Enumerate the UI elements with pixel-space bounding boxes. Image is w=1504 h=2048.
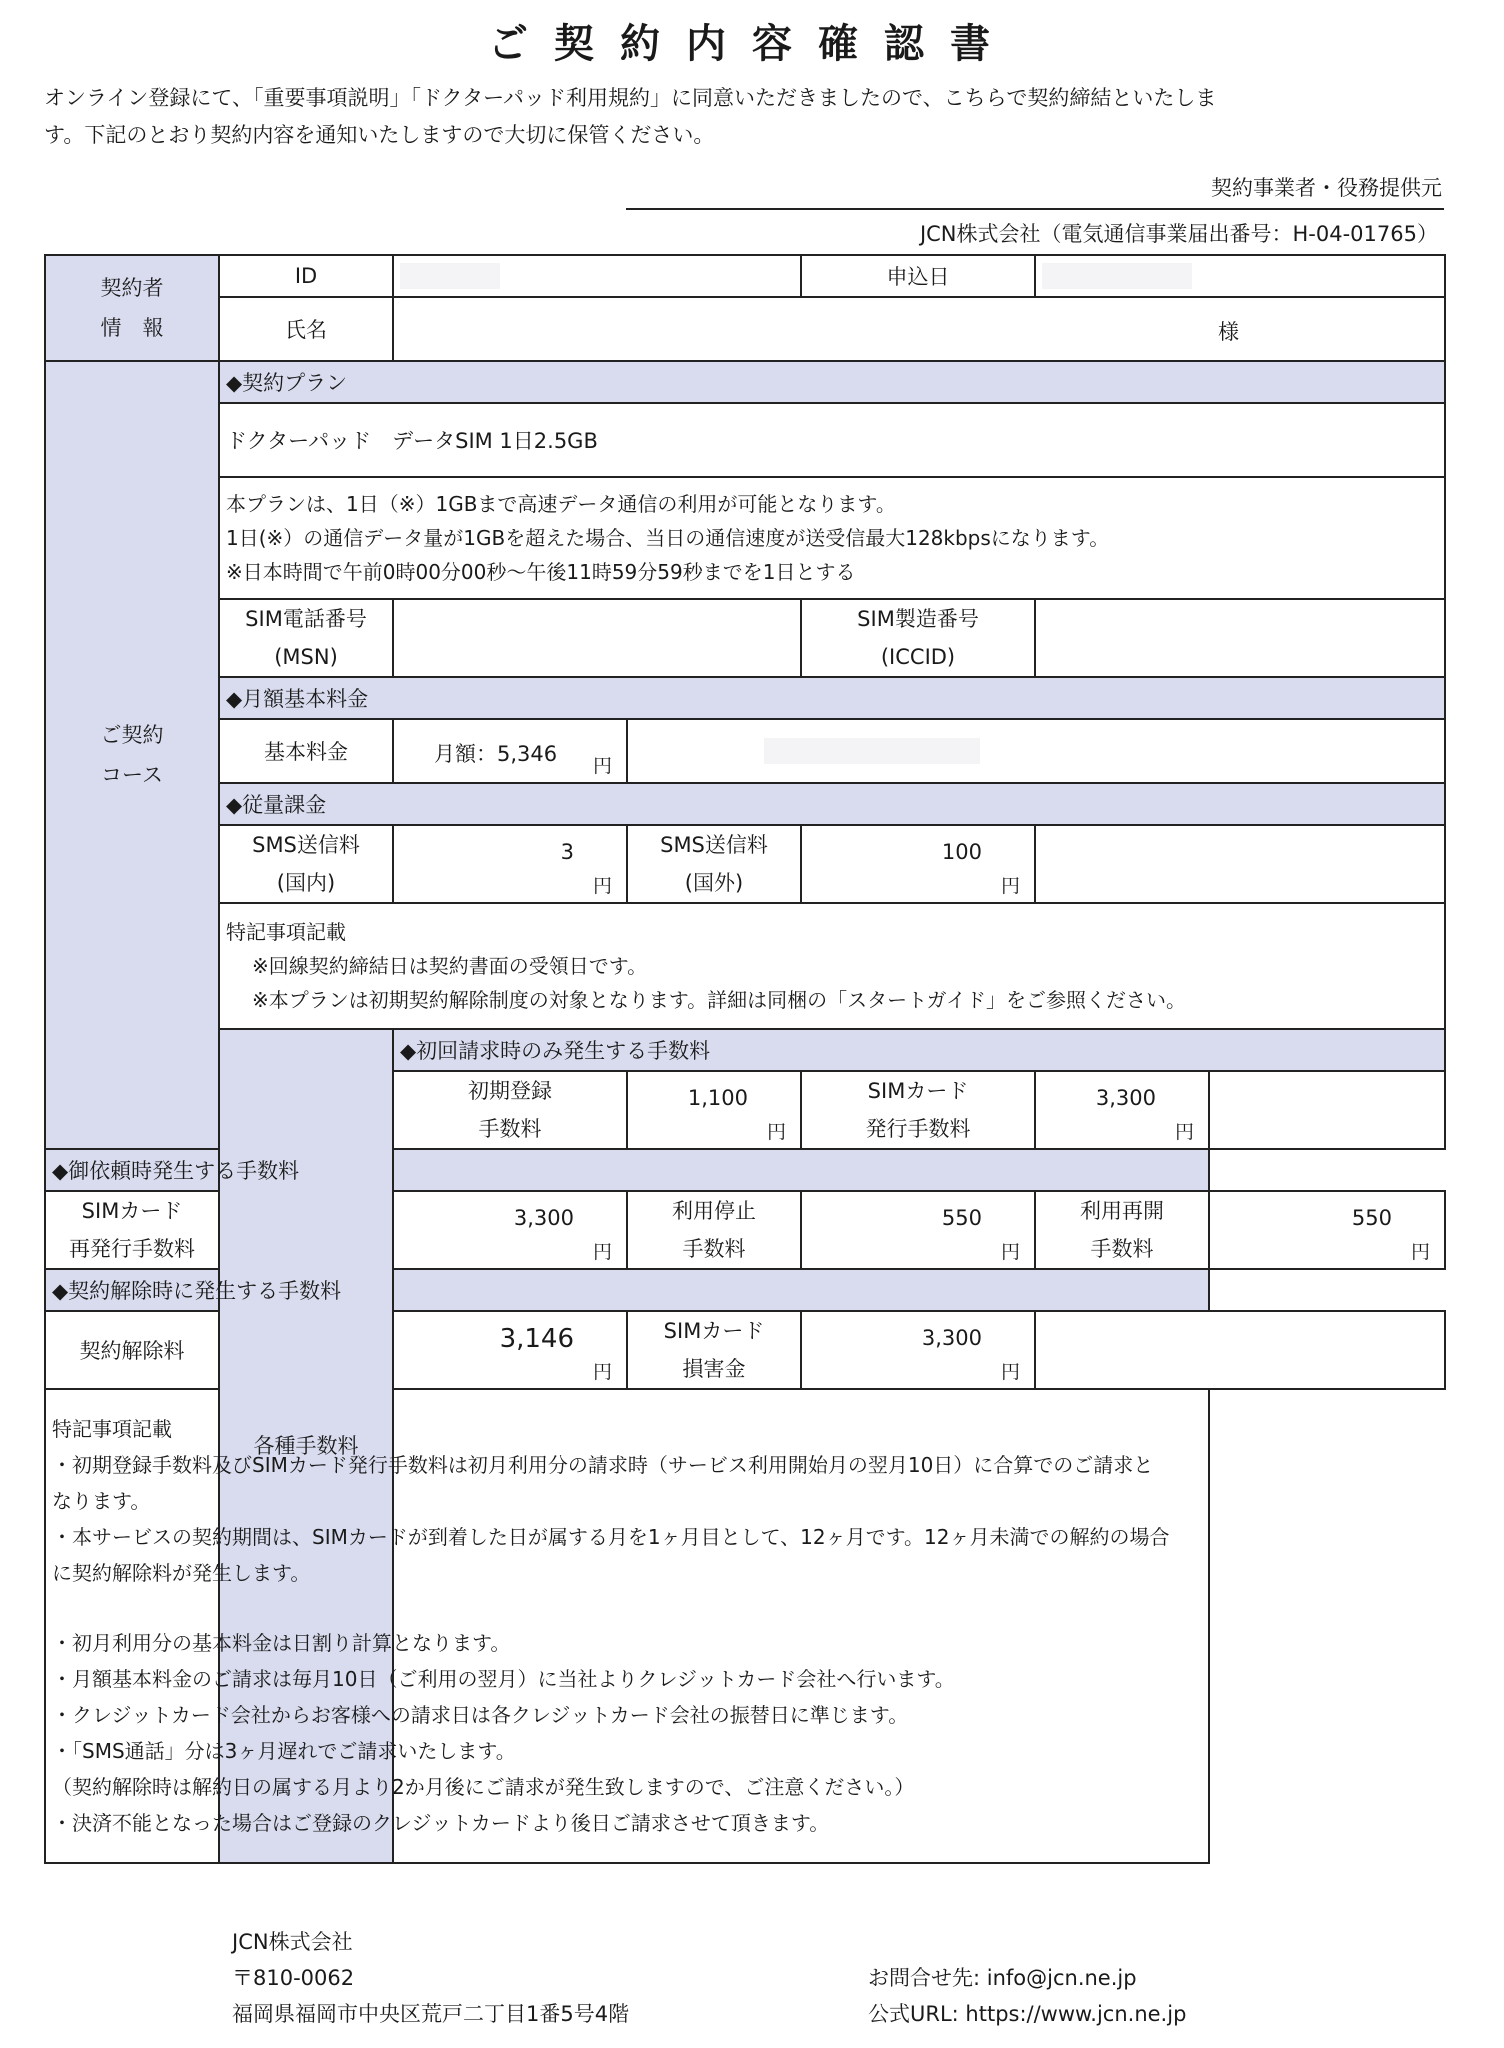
label-line: 手数料 (1090, 1237, 1154, 1261)
resume-fee-label (1035, 1191, 1209, 1269)
empty-cell (1209, 1071, 1445, 1149)
note-line: ・初期登録手数料及びSIMカード発行手数料は初月利用分の請求時（サービス利用開始月の翌月10日）に合算でのご請求と (52, 1453, 1154, 1477)
msn-value (393, 599, 801, 677)
note-line: ※回線契約締結日は契約書面の受領日です。 (252, 954, 648, 978)
sms-intl-label (627, 825, 801, 903)
label-line: 利用停止 (672, 1199, 756, 1223)
plan-desc-line: 1日(※）の通信データ量が1GBを超えた場合、当日の通信速度が送受信最大128kbpsになります。 (226, 526, 1110, 550)
sim-issue-fee-label (801, 1071, 1035, 1149)
amount: 3,300 (513, 1206, 574, 1230)
provider-name: JCN株式会社（電気通信事業届出番号：H-04-01765） (919, 222, 1438, 246)
resume-fee-value (1209, 1191, 1445, 1269)
application-date-label: 申込日 (801, 255, 1035, 297)
iccid-label (801, 599, 1035, 677)
empty-cell (1035, 1311, 1445, 1389)
id-label: ID (219, 255, 393, 297)
course-notes (219, 903, 1445, 1029)
section-contractor (45, 255, 219, 361)
amount: 3,300 (921, 1326, 982, 1350)
label-line: 手数料 (478, 1117, 542, 1141)
registration-fee-value (627, 1071, 801, 1149)
label-line: (国外) (684, 871, 744, 895)
label-line: SMS送信料 (660, 833, 768, 857)
label-line: SIMカード (867, 1079, 969, 1103)
amount: 3 (560, 840, 574, 864)
usage-header: ◆従量課金 (219, 783, 1445, 825)
label-line: (国内) (276, 871, 336, 895)
redacted-field (400, 263, 500, 289)
yen-unit: 円 (1174, 1121, 1194, 1143)
registration-fee-label (393, 1071, 627, 1149)
label-line: SIMカード (663, 1319, 765, 1343)
footer-url: 公式URL: https://www.jcn.ne.jp (868, 2002, 1187, 2026)
footer-company-info (232, 1924, 629, 2032)
footer-company: JCN株式会社 (232, 1930, 353, 1954)
intro-line: す。下記のとおり契約内容を通知いたしますので大切に保管ください。 (44, 123, 715, 147)
note-line: ※本プランは初期契約解除制度の対象となります。詳細は同梱の「スタートガイド」をご参照ください。 (252, 988, 1186, 1012)
request-fee-header: ◆御依頼時発生する手数料 (45, 1149, 1209, 1191)
empty-cell (1035, 825, 1445, 903)
reissue-fee-value (393, 1191, 627, 1269)
base-fee-extra (627, 719, 1445, 783)
cancel-fee-header: ◆契約解除時に発生する手数料 (45, 1269, 1209, 1311)
base-fee-label: 基本料金 (219, 719, 393, 783)
amount: 1,100 (687, 1086, 748, 1110)
plan-desc-line: ※日本時間で午前0時00分00秒～午後11時59分59秒までを1日とする (226, 560, 856, 584)
yen-unit: 円 (1000, 1361, 1020, 1383)
note-line: （契約解除時は解約日の属する月より2か月後にご請求が発生致しますので、ご注意ください。） (52, 1775, 915, 1799)
msn-label (219, 599, 393, 677)
sim-damage-label (627, 1311, 801, 1389)
initial-fee-header: ◆初回請求時のみ発生する手数料 (393, 1029, 1445, 1071)
intro-line: オンライン登録にて、「重要事項説明」「ドクターパッド利用規約」に同意いただきましたので、こちらで契約締結といたしま (44, 86, 1217, 110)
cancel-fee-label: 契約解除料 (45, 1311, 219, 1389)
provider-underline (626, 208, 1444, 210)
reissue-fee-label (45, 1191, 219, 1269)
note-line: ・初月利用分の基本料金は日割り計算となります。 (52, 1631, 511, 1655)
id-value (393, 255, 801, 297)
sim-issue-fee-value (1035, 1071, 1209, 1149)
notes-title: 特記事項記載 (226, 920, 346, 944)
label-line: (ICCID) (880, 645, 956, 669)
label-line: 初期登録 (468, 1079, 552, 1103)
footer-postal: 〒810-0062 (232, 1966, 355, 1990)
amount: 550 (1351, 1206, 1392, 1230)
document-title: ご契約内容確認書 (488, 21, 1016, 67)
honorific: 様 (1218, 320, 1239, 344)
base-fee-value (393, 719, 627, 783)
contract-table (44, 254, 1446, 1864)
plan-header: ◆契約プラン (219, 361, 1445, 403)
note-line: ・月額基本料金のご請求は毎月10日（ご利用の翌月）に当社よりクレジットカード会社へ行います。 (52, 1667, 955, 1691)
monthly-header: ◆月額基本料金 (219, 677, 1445, 719)
footer-contact-info (868, 1960, 1186, 2032)
label-line: 損害金 (682, 1357, 746, 1381)
yen-unit: 円 (592, 1241, 612, 1263)
note-line: ・決済不能となった場合はご登録のクレジットカードより後日ご請求させて頂きます。 (52, 1811, 830, 1835)
cancel-fee-value (393, 1311, 627, 1389)
plan-desc-line: 本プランは、1日（※）1GBまで高速データ通信の利用が可能となります。 (226, 492, 896, 516)
yen-unit: 円 (1000, 875, 1020, 897)
name-label: 氏名 (219, 297, 393, 361)
section-course (45, 361, 219, 1149)
yen-unit: 円 (766, 1121, 786, 1143)
sms-domestic-label (219, 825, 393, 903)
plan-name: ドクターパッド データSIM 1日2.5GB (219, 403, 1445, 477)
footer-contact: お問合せ先: info@jcn.ne.jp (868, 1966, 1137, 1990)
amount: 100 (941, 840, 982, 864)
yen-unit: 円 (592, 1361, 612, 1383)
redacted-field (764, 738, 980, 764)
section-label: ご契約 (100, 723, 164, 747)
name-value (393, 297, 1445, 361)
note-line: に契約解除料が発生します。 (52, 1561, 311, 1585)
note-line: ・本サービスの契約期間は、SIMカードが到着した日が属する月を1ヶ月目として、12ヶ月です。12ヶ月未満での解約の場合 (52, 1525, 1170, 1549)
label-line: 再発行手数料 (69, 1237, 195, 1261)
section-label: コース (101, 763, 163, 787)
footer-address: 福岡県福岡市中央区荒戸二丁目1番5号4階 (232, 2002, 630, 2026)
label-line: SIM製造番号 (857, 607, 979, 631)
sms-domestic-value (393, 825, 627, 903)
label-line: 利用再開 (1080, 1199, 1164, 1223)
label-line: 発行手数料 (865, 1117, 971, 1141)
section-label: 契約者 (100, 276, 164, 300)
section-fees: 各種手数料 (219, 1029, 393, 1863)
yen-unit: 円 (1000, 1241, 1020, 1263)
amount: 550 (941, 1206, 982, 1230)
plan-description (219, 477, 1445, 599)
label-line: SIMカード (81, 1199, 183, 1223)
amount: 3,146 (499, 1324, 574, 1354)
yen-unit: 円 (1410, 1241, 1430, 1263)
label-line: (MSN) (274, 645, 338, 669)
label-line: 手数料 (682, 1237, 746, 1261)
intro-text (44, 80, 1444, 154)
spacer (52, 1591, 1202, 1625)
yen-unit: 円 (592, 755, 612, 777)
notes-title: 特記事項記載 (52, 1417, 172, 1441)
note-line: ・クレジットカード会社からお客様への請求日は各クレジットカード会社の振替日に準じます。 (52, 1703, 909, 1727)
label-line: SIM電話番号 (245, 607, 367, 631)
sms-intl-value (801, 825, 1035, 903)
yen-unit: 円 (592, 875, 612, 897)
application-date-value (1035, 255, 1445, 297)
section-label: 情 報 (100, 316, 164, 340)
provider-label: 契約事業者・役務提供元 (1211, 176, 1442, 200)
note-line: なります。 (52, 1489, 151, 1513)
label-line: SMS送信料 (252, 833, 360, 857)
fee-notes (45, 1389, 1209, 1863)
sim-damage-value (801, 1311, 1035, 1389)
redacted-field (1042, 263, 1192, 289)
suspend-fee-label (627, 1191, 801, 1269)
note-line: ・「SMS通話」分は3ヶ月遅れでご請求いたします。 (52, 1739, 516, 1763)
amount: 3,300 (1095, 1086, 1156, 1110)
base-fee-amount: 月額：5,346 (434, 742, 558, 766)
suspend-fee-value (801, 1191, 1035, 1269)
iccid-value (1035, 599, 1445, 677)
